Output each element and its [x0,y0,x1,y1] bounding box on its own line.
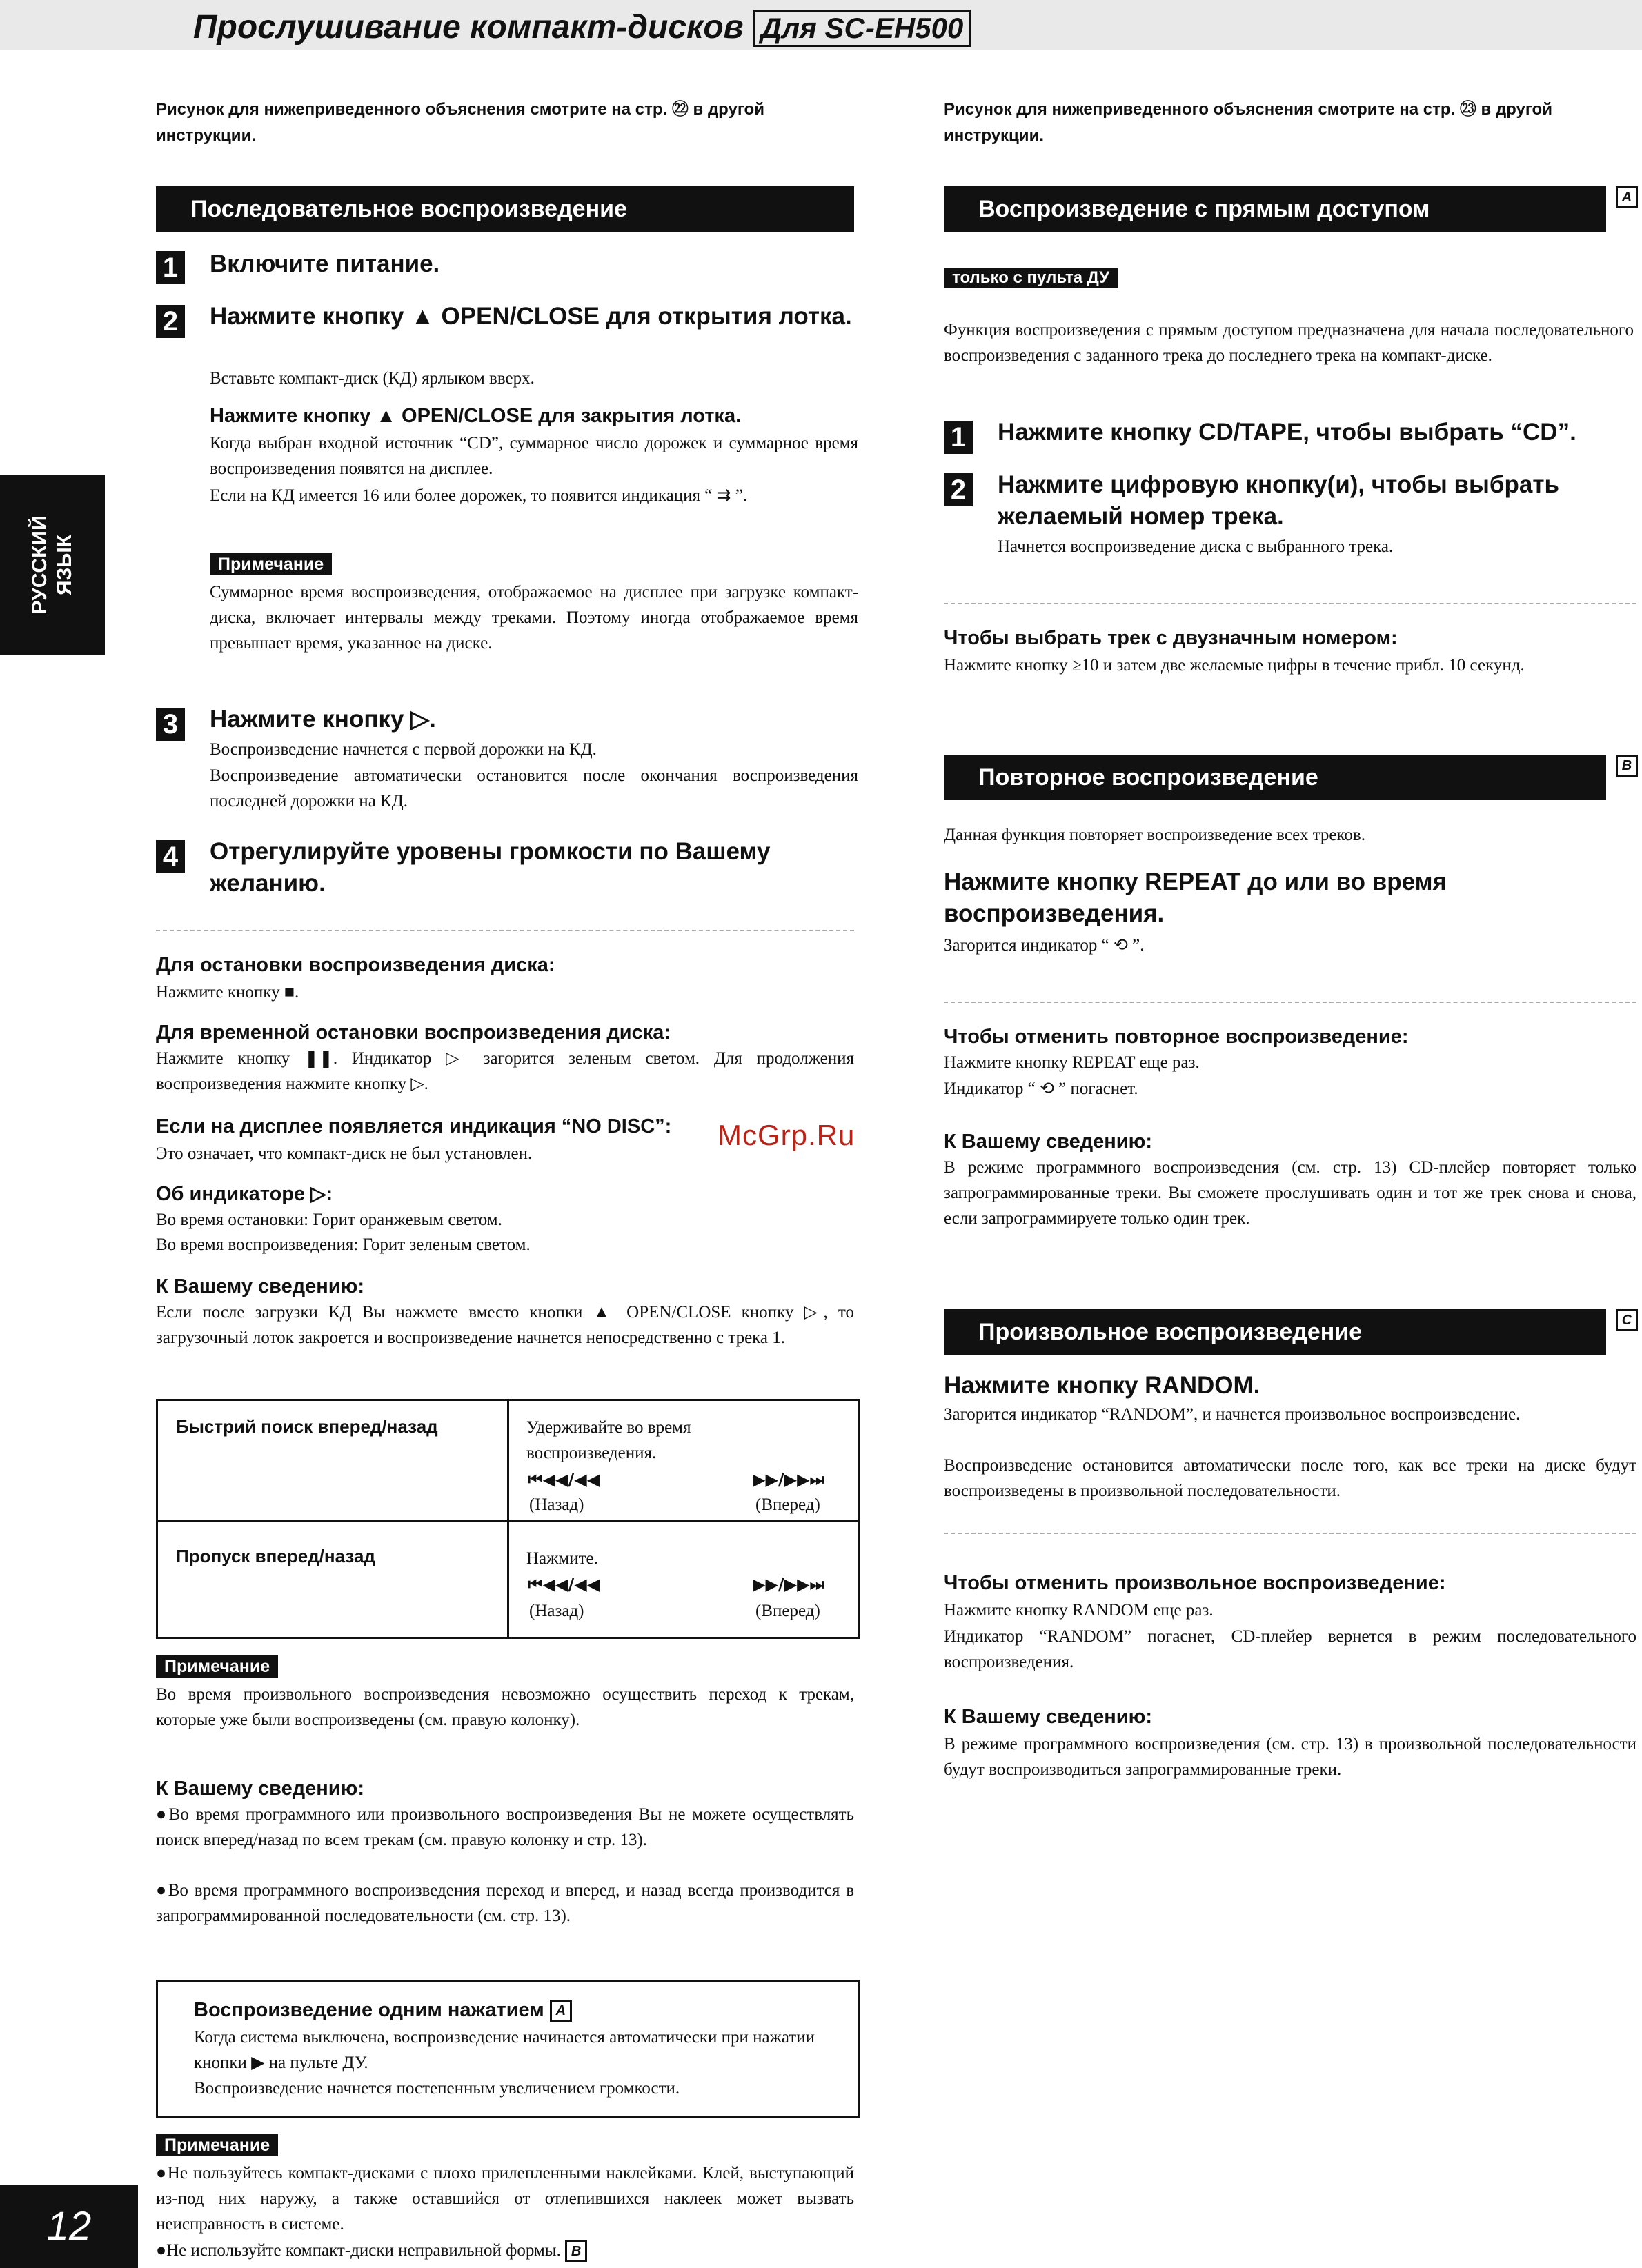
one-touch-play-text-2: Воспроизведение начнется постепенным увеличением громкости. [194,2079,680,2098]
step-3-text-1: Воспроизведение начнется с первой дорожки на КД. [210,740,597,759]
mark-a-icon: A [550,2000,572,2022]
random-text-2: Воспроизведение остановится автоматически после того, как все треки на диске будут воспроизведены в произвольной последовательности. [944,1456,1636,1500]
step-3-number: 3 [156,708,185,741]
step-3-heading: Нажмите кнопку ▷. [210,706,436,733]
note-3-bullet-2-row [156,2238,854,2263]
random-info-text: В режиме программного воспроизведения (см. стр. 13) в произвольной последовательности будут воспроизводиться запрограммированные треки. [944,1735,1636,1779]
repeat-cancel-text-2: Индикатор “ ⟲ ” погаснет. [944,1080,1138,1098]
table-row-2-instruction: Нажмите. [526,1549,598,1568]
one-touch-play-text-1: Когда система выключена, воспроизведение начинается автоматически при нажатии кнопки ▶ на пульте ДУ. [194,2028,815,2072]
divider [944,1533,1636,1534]
repeat-cancel-text-1: Нажмите кнопку REPEAT еще раз. [944,1053,1200,1072]
table-row-2-label: Пропуск вперед/назад [176,1546,375,1566]
table-row-1-label: Быстрий поиск вперед/назад [176,1416,438,1437]
section-c-mark: C [1616,1309,1638,1331]
random-cancel-heading: Чтобы отменить произвольное воспроизведение: [944,1572,1446,1594]
step-2-heading: Нажмите кнопку ▲ OPEN/CLOSE для открытия лотка. [210,303,852,330]
table-row-2-forward-symbol: ▶▶/▶▶⏭ [753,1575,825,1594]
divider [944,1002,1636,1003]
step-2-number: 2 [156,305,185,338]
table-row-divider [158,1520,858,1522]
info-2-heading: К Вашему сведению: [156,1778,365,1800]
indicator-text-1: Во время остановки: Горит оранжевым светом. [156,1211,502,1229]
random-cancel-text-1: Нажмите кнопку RANDOM еще раз. [944,1601,1214,1620]
divider [156,930,854,931]
table-row-1-forward-symbol: ▶▶/▶▶⏭ [753,1470,825,1489]
note-3-bullet-2: ●Не используйте компакт-диски неправильной формы. [156,2241,561,2260]
one-touch-play-box [156,1980,860,2118]
repeat-info-text: В режиме программного воспроизведения (см. стр. 13) CD-плейер повторяет только запрограммированные треки. Вы сможете прослушивать один и тот же трек снова и снова, если запрограммируете только один трек. [944,1158,1636,1228]
divider [944,603,1636,604]
repeat-cancel-heading: Чтобы отменить повторное воспроизведение: [944,1026,1409,1048]
section-random-title: Произвольное воспроизведение [944,1309,1606,1355]
note-2-badge: Примечание [156,1655,278,1678]
stop-text: Нажмите кнопку ■. [156,983,299,1002]
direct-step-1-heading: Нажмите кнопку CD/TAPE, чтобы выбрать “CD”. [998,419,1576,446]
one-touch-play-heading: Воспроизведение одним нажатием A [194,1997,572,2023]
page-number: 12 [0,2185,138,2268]
page-title: Прослушивание компакт-дисков Для SC-EH500 [193,8,971,47]
table-row-1-back-label: (Назад) [529,1495,584,1514]
random-cancel-text-2: Индикатор “RANDOM” погаснет, CD-плейер вернется в режим последовательного воспроизведения. [944,1627,1636,1671]
info-2-bullet-1: ●Во время программного или произвольного воспроизведения Вы не можете осуществлять поиск вперед/назад по всем трекам (см. правую колонку и стр. 13). [156,1805,854,1849]
left-ref-note: Рисунок для нижеприведенного объяснения смотрите на стр. ㉒ в другой инструкции. [156,100,764,145]
repeat-info-heading: К Вашему сведению: [944,1131,1153,1153]
info-1-heading: К Вашему сведению: [156,1275,365,1297]
direct-step-1-number: 1 [944,421,973,454]
repeat-intro-text: Данная функция повторяет воспроизведение всех треков. [944,826,1365,844]
direct-intro-text: Функция воспроизведения с прямым доступом предназначена для начала последовательного воспроизведения с заданного трека до последнего трека на компакт-диске. [944,321,1634,365]
info-1-text: Если после загрузки КД Вы нажмете вместо кнопки ▲ OPEN/CLOSE кнопку ▷, то загрузочный лоток закроется и воспроизведение начнется непосредственно с трека 1. [156,1303,854,1347]
right-ref-note: Рисунок для нижеприведенного объяснения смотрите на стр. ㉓ в другой инструкции. [944,100,1552,145]
step-2-text: Вставьте компакт-диск (КД) ярлыком вверх. [210,369,535,388]
search-skip-table [156,1399,860,1639]
language-side-tab [0,475,105,655]
step-2-subtext-2: Если на КД имеется 16 или более дорожек, то появится индикация “ ⇉ ”. [210,486,748,505]
two-digit-text: Нажмите кнопку ≥10 и затем две желаемые цифры в течение прибл. 10 секунд. [944,656,1525,675]
step-1-heading: Включите питание. [210,250,440,277]
section-b-mark: B [1616,755,1638,777]
random-info-heading: К Вашему сведению: [944,1706,1153,1728]
table-col-divider [507,1401,509,1637]
table-row-2-back-symbol: ⏮◀◀/◀◀ [528,1575,600,1594]
nodisc-text: Это означает, что компакт-диск не был установлен. [156,1144,533,1163]
pause-heading: Для временной остановки воспроизведения диска: [156,1022,671,1044]
mark-b-icon: B [565,2240,587,2262]
step-1-number: 1 [156,251,185,284]
table-row-1-forward-label: (Вперед) [755,1495,820,1514]
repeat-text: Загорится индикатор “ ⟲ ”. [944,936,1145,955]
section-a-mark: A [1616,186,1638,208]
note-1-badge: Примечание [210,553,332,575]
side-tab-line2: ЯЗЫК [53,534,76,596]
note-3-badge: Примечание [156,2134,278,2156]
table-row-2-forward-label: (Вперед) [755,1602,820,1620]
side-tab-line1: РУССКИЙ [28,515,51,615]
table-row-2-back-label: (Назад) [529,1602,584,1620]
direct-step-2-number: 2 [944,473,973,506]
section-direct-access-title: Воспроизведение с прямым доступом [944,186,1606,232]
info-2-bullet-2: ●Во время программного воспроизведения переход и вперед, и назад всегда производится в запрограммированной последовательности (см. стр. 13). [156,1881,854,1925]
direct-step-2-text: Начнется воспроизведение диска с выбранного трека. [998,537,1394,556]
section-repeat-title: Повторное воспроизведение [944,755,1606,800]
step-2-subtext-1: Когда выбран входной источник “CD”, суммарное число дорожек и суммарное время воспроизведения появятся на дисплее. [210,434,858,478]
note-2-text: Во время произвольного воспроизведения невозможно осуществить переход к трекам, которые уже были воспроизведены (см. правую колонку). [156,1685,854,1729]
nodisc-heading: Если на дисплее появляется индикация “NO DISC”: [156,1115,672,1137]
watermark-text: McGrp.Ru [718,1119,855,1151]
step-2-subheading: Нажмите кнопку ▲ OPEN/CLOSE для закрытия лотка. [210,405,742,427]
table-row-1-instruction: Удерживайте во время воспроизведения. [526,1418,691,1462]
repeat-heading: Нажмите кнопку REPEAT до или во время воспроизведения. [944,868,1447,927]
random-text-1: Загорится индикатор “RANDOM”, и начнется произвольное воспроизведение. [944,1405,1521,1424]
section-sequential-title: Последовательное воспроизведение [156,186,854,232]
two-digit-heading: Чтобы выбрать трек с двузначным номером: [944,627,1398,649]
remote-only-badge: только с пульта ДУ [944,268,1118,288]
stop-heading: Для остановки воспроизведения диска: [156,954,555,976]
direct-step-2-heading: Нажмите цифровую кнопку(и), чтобы выбрать желаемый номер трека. [998,471,1560,530]
note-3-bullet-1: ●Не пользуйтесь компакт-дисками с плохо прилепленными наклейками. Клей, выступающий из-под них наружу, а также оставшийся от отлепившихся наклеек может вызвать неисправность в системе. [156,2164,854,2234]
step-4-number: 4 [156,840,185,873]
step-4-heading: Отрегулируйте уровены громкости по Вашему желанию. [210,838,771,897]
indicator-heading: Об индикаторе ▷: [156,1183,333,1205]
indicator-text-2: Во время воспроизведения: Горит зеленым светом. [156,1235,531,1254]
table-row-1-back-symbol: ⏮◀◀/◀◀ [528,1470,600,1489]
step-3-text-2: Воспроизведение автоматически остановится после окончания воспроизведения последней дорожки на КД. [210,766,858,810]
pause-text: Нажмите кнопку ❚❚. Индикатор ▷ загорится зеленым светом. Для продолжения воспроизведения нажмите кнопку ▷. [156,1049,854,1093]
model-tag: Для SC-EH500 [753,10,971,47]
random-heading: Нажмите кнопку RANDOM. [944,1372,1260,1399]
note-1-text: Суммарное время воспроизведения, отображаемое на дисплее при загрузке компакт-диска, включает интервалы между треками. Поэтому иногда отображаемое время превышает время, указанное на диске. [210,583,858,653]
